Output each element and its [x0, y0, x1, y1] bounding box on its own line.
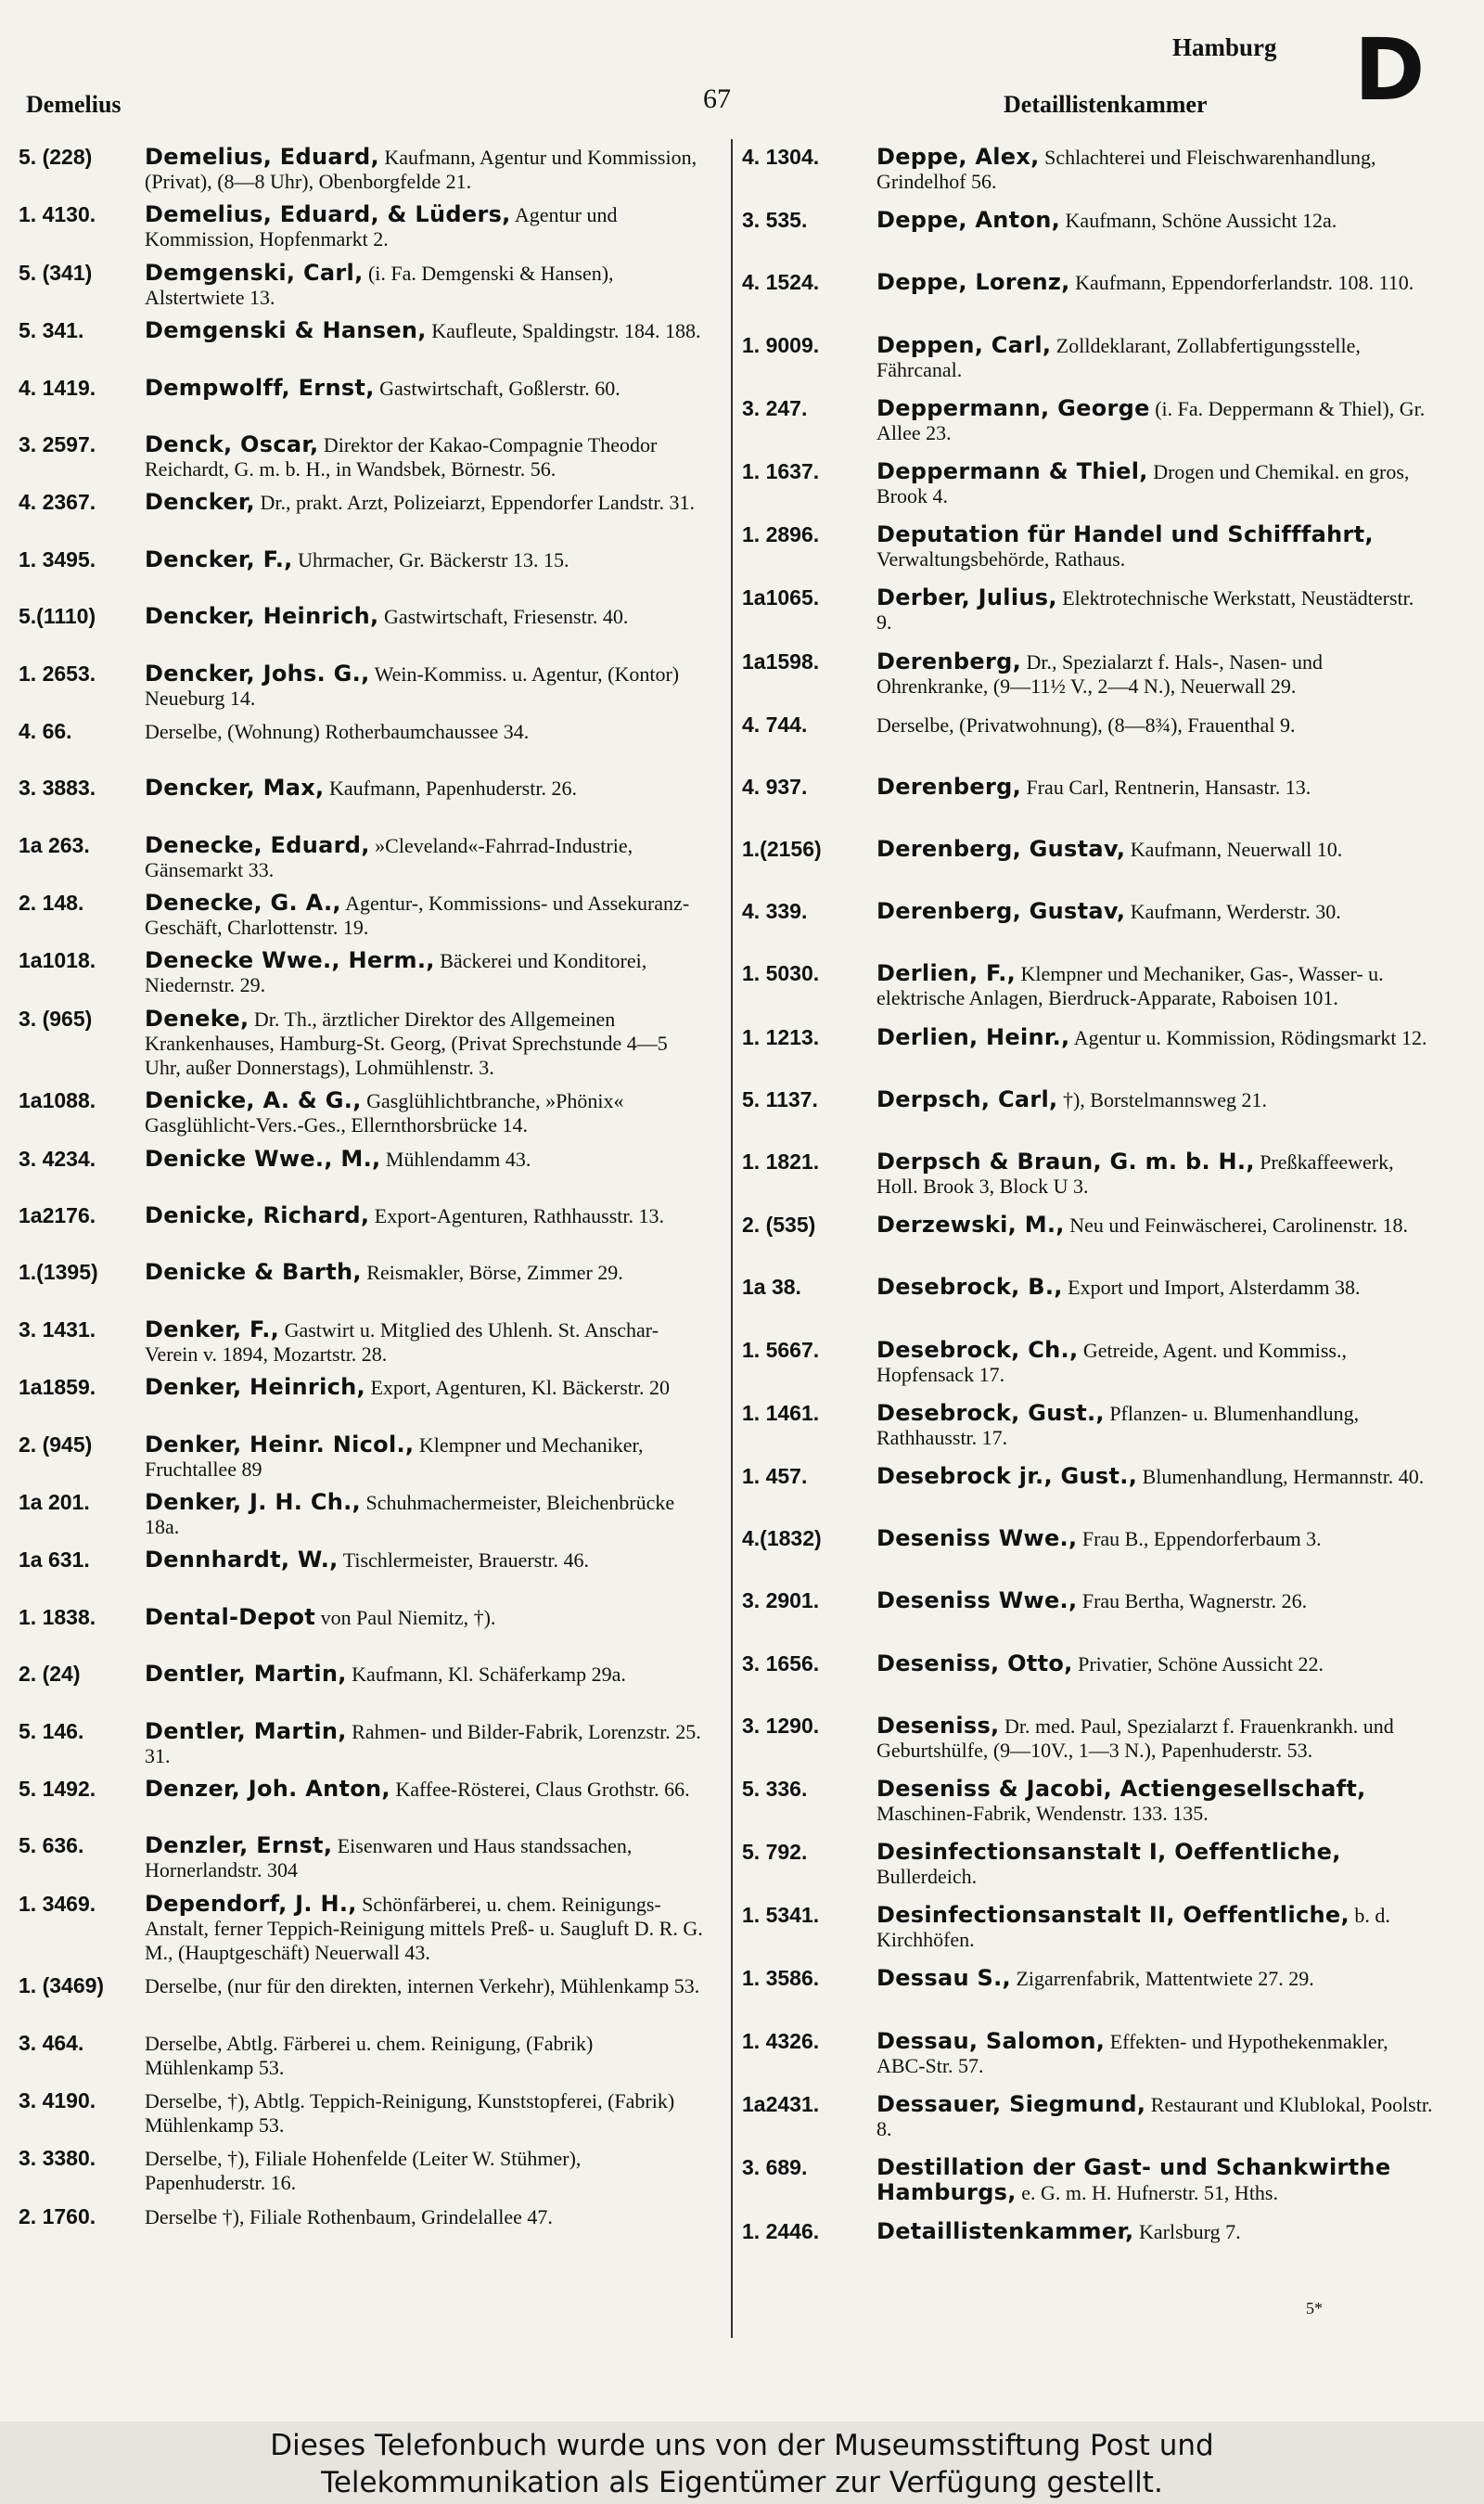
phone-number: 3. 535.: [742, 208, 808, 233]
subscriber-details: Schönfärberei, u. chem. Reinigungs-Anstalt, ferner Teppich-Reinigung mittels Preß- u. Saugluft D. R. G. M., (Hauptgeschäft) Neuerwall 43.: [145, 1892, 703, 1964]
directory-entry: [19, 145, 705, 194]
phone-number: 3. 689.: [742, 2155, 808, 2179]
directory-entry: [19, 833, 705, 882]
phone-number: 3. 1290.: [742, 1713, 820, 1738]
directory-entry: [19, 261, 705, 310]
subscriber-name: Denecke, G. A.,: [145, 890, 341, 917]
subscriber-details: Zolldeklarant, Zollabfertigungsstelle, Fährcanal.: [876, 333, 1361, 381]
directory-entry: [742, 1213, 1433, 1261]
directory-entry: [19, 1719, 705, 1768]
directory-entry: [19, 1605, 705, 1653]
subscriber-details: Bullerdeich.: [876, 1865, 978, 1889]
subscriber-details: Frau Bertha, Wagnerstr. 26.: [1081, 1589, 1308, 1613]
subscriber-name: Derenberg, Gustav,: [876, 898, 1126, 925]
subscriber-name: Dencker, Max,: [145, 775, 325, 802]
subscriber-details: Effekten- und Hypothekenmakler, ABC-Str. 57.: [876, 2029, 1388, 2077]
directory-entry: [19, 661, 705, 711]
phone-number: 3. 4234.: [19, 1146, 96, 1171]
subscriber-name: Dental-Depot: [145, 1603, 316, 1630]
phone-number: 2. (945): [19, 1432, 93, 1457]
directory-entry: [19, 1203, 705, 1252]
directory-entry: [742, 1840, 1433, 1889]
directory-entry: [742, 2219, 1433, 2267]
subscriber-details: Uhrmacher, Gr. Bäckerstr 13. 15.: [298, 547, 569, 571]
directory-entry: [742, 459, 1433, 508]
directory-entry: [19, 2031, 705, 2080]
phone-number: 3. 3380.: [19, 2146, 96, 2171]
subscriber-name: Dependorf, J. H.,: [145, 1890, 357, 1917]
footer-line-1: Dieses Telefonbuch wurde uns von der Museumsstiftung Post und: [270, 2429, 1214, 2462]
phone-number: 1. 2896.: [742, 522, 820, 547]
phone-number: 1.(2156): [742, 837, 822, 862]
directory-entry: [19, 1432, 705, 1482]
subscriber-details: Klempner und Mechaniker, Gas-, Wasser- u. elektrische Anlagen, Bierdruck-Apparate, Raboisen 101.: [876, 962, 1384, 1010]
subscriber-details: Dr., Spezialarzt f. Hals-, Nasen- und Ohrenkranke, (9—11½ V., 2—4 N.), Neuerwall 29.: [876, 649, 1324, 698]
phone-number: 4. 2367.: [19, 490, 96, 515]
phone-number: 2. (24): [19, 1662, 81, 1687]
phone-number: 1. 457.: [742, 1463, 808, 1488]
city-heading: Hamburg: [1172, 33, 1277, 61]
subscriber-name: Dentler, Martin,: [145, 1661, 347, 1688]
subscriber-details: Kaufmann, Werderstr. 30.: [1130, 900, 1341, 924]
directory-entry: [19, 376, 705, 424]
subscriber-details: Gasglühlichtbranche, »Phönix« Gasglühlicht-Vers.-Ges., Ellernthorsbrücke 14.: [145, 1089, 624, 1137]
phone-number: 4. 1419.: [19, 375, 96, 400]
subscriber-details: Preßkaffeewerk, Holl. Brook 3, Block U 3.: [876, 1150, 1394, 1198]
running-head-left: Demelius: [26, 91, 122, 118]
footer-line-2: Telekommunikation als Eigentümer zur Verfügung gestellt.: [321, 2466, 1163, 2499]
subscriber-name: Deppermann & Thiel,: [876, 457, 1148, 484]
subscriber-details: Derselbe, (nur für den direkten, internen Verkehr), Mühlenkamp 53.: [145, 1974, 700, 1998]
directory-entry: [19, 1490, 705, 1539]
directory-entry: [742, 837, 1433, 885]
subscriber-details: von Paul Niemitz, †).: [320, 1605, 496, 1629]
phone-number: 1. 4130.: [19, 202, 96, 227]
phone-number: 5. 1492.: [19, 1776, 96, 1801]
phone-number: 1. 5030.: [742, 961, 820, 986]
directory-entry: [19, 1317, 705, 1367]
subscriber-details: Karlsburg 7.: [1138, 2220, 1241, 2244]
subscriber-name: Dencker, Johs. G.,: [145, 660, 370, 687]
directory-entry: [19, 1833, 705, 1882]
directory-entry: [742, 1149, 1433, 1199]
subscriber-name: Detaillistenkammer,: [876, 2218, 1134, 2245]
subscriber-details: Derselbe, (Wohnung) Rotherbaumchaussee 34.: [145, 719, 530, 743]
subscriber-name: Denker, Heinr. Nicol.,: [145, 1431, 415, 1457]
directory-entry: [742, 1464, 1433, 1512]
subscriber-name: Denecke, Eduard,: [145, 831, 370, 858]
directory-entry: [19, 719, 705, 767]
subscriber-details: Dr. med. Paul, Spezialarzt f. Frauenkrankh. und Geburtshülfe, (9—10V., 1—3 N.), Papenhuderstr. 53.: [876, 1714, 1394, 1762]
directory-entry: [742, 1903, 1433, 1952]
subscriber-name: Dempwolff, Ernst,: [145, 374, 375, 401]
directory-entry: [742, 775, 1433, 823]
directory-entry: [742, 961, 1433, 1010]
subscriber-details: Agentur-, Kommissions- und Assekuranz-Geschäft, Charlottenstr. 19.: [145, 892, 690, 940]
phone-number: 1a1018.: [19, 948, 96, 973]
directory-entry: [742, 208, 1433, 256]
directory-entry: [742, 1087, 1433, 1136]
phone-number: 1a1598.: [742, 648, 820, 674]
subscriber-details: Wein-Kommiss. u. Agentur, (Kontor) Neueburg 14.: [145, 661, 680, 710]
subscriber-details: Drogen und Chemikal. en gros, Brook 4.: [876, 459, 1410, 507]
phone-number: 1. 1461.: [742, 1400, 820, 1425]
directory-entry: [19, 432, 705, 482]
phone-number: 1. 3495.: [19, 546, 96, 571]
directory-entry: [742, 1777, 1433, 1826]
footer-notice: [0, 2421, 1484, 2504]
subscriber-details: Reismakler, Börse, Zimmer 29.: [366, 1261, 623, 1285]
directory-entry: [742, 1588, 1433, 1637]
subscriber-name: Dessau S.,: [876, 1965, 1011, 1992]
phone-number: 4.(1832): [742, 1526, 822, 1551]
phone-number: 1. (3469): [19, 1973, 105, 1998]
phone-number: 5. (228): [19, 145, 93, 169]
subscriber-details: Getreide, Agent. und Kommiss., Hopfensack 17.: [876, 1338, 1347, 1386]
subscriber-name: Derenberg, Gustav,: [876, 836, 1126, 863]
directory-entry: [19, 891, 705, 940]
subscriber-name: Deseniss Wwe.,: [876, 1587, 1078, 1614]
subscriber-name: Deppe, Lorenz,: [876, 269, 1070, 296]
subscriber-details: Neu und Feinwäscherei, Carolinenstr. 18.: [1069, 1213, 1408, 1238]
subscriber-details: Derselbe, †), Abtlg. Teppich-Reinigung, Kunststopferei, (Fabrik) Mühlenkamp 53.: [145, 2088, 675, 2137]
phone-number: 1a2176.: [19, 1203, 96, 1228]
phone-number: 1a 201.: [19, 1489, 90, 1514]
subscriber-details: Dr. Th., ärztlicher Direktor des Allgemeinen Krankenhauses, Hamburg-St. Georg, (Privat Sprechstunde 4—5 Uhr, außer Donnerstags), Lohmühlenstr. 3.: [145, 1007, 668, 1079]
subscriber-details: Direktor der Kakao-Compagnie Theodor Reichardt, G. m. b. H., in Wandsbek, Börnestr. 56.: [145, 432, 658, 481]
subscriber-details: Kaffee-Rösterei, Claus Grothstr. 66.: [395, 1777, 690, 1801]
subscriber-name: Denzler, Ernst,: [145, 1832, 333, 1859]
subscriber-details: Kaufmann, Kl. Schäferkamp 29a.: [352, 1663, 626, 1687]
directory-entry: [742, 1714, 1433, 1763]
directory-entry: [19, 1777, 705, 1825]
directory-entry: [742, 396, 1433, 445]
phone-number: 1a 263.: [19, 832, 90, 857]
directory-entry: [742, 713, 1433, 761]
subscriber-name: Denker, Heinrich,: [145, 1374, 365, 1401]
phone-number: 3. 4190.: [19, 2087, 96, 2112]
subscriber-details: Gastwirtschaft, Friesenstr. 40.: [383, 605, 629, 629]
subscriber-name: Desebrock jr., Gust.,: [876, 1462, 1138, 1489]
directory-entry: [19, 1662, 705, 1710]
subscriber-name: Dencker, Heinrich,: [145, 603, 379, 630]
phone-number: 1a2431.: [742, 2091, 820, 2116]
phone-number: 4. 339.: [742, 899, 808, 924]
phone-number: 1a1065.: [742, 585, 820, 610]
subscriber-name: Deseniss,: [876, 1712, 1000, 1739]
phone-number: 1a 631.: [19, 1547, 90, 1573]
directory-entry: [742, 2155, 1433, 2205]
subscriber-name: Derlien, F.,: [876, 960, 1017, 987]
subscriber-details: Rahmen- und Bilder-Fabrik, Lorenzstr. 25. 31.: [145, 1719, 701, 1767]
directory-entry: [19, 202, 705, 251]
phone-number: 2. 1760.: [19, 2203, 96, 2228]
column-divider: [731, 139, 733, 2338]
subscriber-name: Denicke, Richard,: [145, 1202, 370, 1229]
subscriber-name: Deseniss, Otto,: [876, 1650, 1073, 1676]
subscriber-name: Derpsch, Carl,: [876, 1085, 1058, 1112]
subscriber-details: Kaufmann, Neuerwall 10.: [1130, 838, 1343, 862]
directory-entry: [742, 1651, 1433, 1700]
phone-number: 1. 2653.: [19, 661, 96, 686]
subscriber-name: Denicke & Barth,: [145, 1259, 362, 1286]
section-letter: D: [1354, 20, 1426, 120]
phone-number: 1. 2446.: [742, 2219, 820, 2244]
subscriber-name: Deputation für Handel und Schifffahrt,: [876, 521, 1374, 548]
subscriber-details: Tischlermeister, Brauerstr. 46.: [342, 1548, 590, 1573]
directory-entry: [19, 1088, 705, 1137]
subscriber-name: Dencker, F.,: [145, 546, 293, 572]
subscriber-name: Derpsch & Braun, G. m. b. H.,: [876, 1149, 1255, 1175]
directory-entry: [19, 2146, 705, 2195]
phone-number: 3. 1656.: [742, 1650, 820, 1676]
subscriber-details: Privatier, Schöne Aussicht 22.: [1078, 1651, 1324, 1676]
directory-entry: [742, 1401, 1433, 1450]
phone-number: 2. 148.: [19, 891, 84, 916]
subscriber-name: Deneke,: [145, 1005, 249, 1032]
right-column: [742, 145, 1433, 2281]
phone-number: 5. 792.: [742, 1840, 808, 1865]
phone-number: 4. 1524.: [742, 270, 820, 295]
phone-number: 1. 9009.: [742, 332, 820, 357]
directory-entry: [19, 1973, 705, 2022]
directory-entry: [742, 585, 1433, 635]
phone-number: 4. 1304.: [742, 145, 820, 169]
subscriber-name: Demgenski, Carl,: [145, 259, 364, 286]
directory-entry: [19, 1375, 705, 1423]
subscriber-details: Bäckerei und Konditorei, Niedernstr. 29.: [145, 949, 647, 997]
phone-number: 1. 5341.: [742, 1903, 820, 1928]
page-number: 67: [703, 83, 731, 114]
subscriber-details: Agentur u. Kommission, Rödingsmarkt 12.: [1073, 1025, 1427, 1049]
subscriber-details: »Cleveland«-Fahrrad-Industrie, Gänsemarkt 33.: [145, 833, 633, 881]
directory-entry: [742, 1338, 1433, 1387]
phone-number: 5. 1137.: [742, 1086, 818, 1111]
phone-number: 1a 38.: [742, 1275, 801, 1300]
subscriber-details: Kaufmann, Eppendorferlandstr. 108. 110.: [1075, 271, 1414, 295]
subscriber-details: Zigarrenfabrik, Mattentwiete 27. 29.: [1016, 1967, 1314, 1991]
subscriber-name: Deppe, Anton,: [876, 207, 1061, 234]
subscriber-details: Verwaltungsbehörde, Rathaus.: [876, 547, 1126, 571]
phone-number: 2. (535): [742, 1213, 816, 1238]
directory-entry: [742, 145, 1433, 194]
subscriber-name: Derber, Julius,: [876, 584, 1057, 611]
subscriber-name: Destillation der Gast- und Schankwirthe Hamburgs,: [876, 2154, 1391, 2205]
subscriber-details: Eisenwaren und Haus standssachen, Hornerlandstr. 304: [145, 1834, 633, 1882]
directory-entry: [19, 318, 705, 366]
subscriber-details: Dr., prakt. Arzt, Polizeiarzt, Eppendorfer Landstr. 31.: [260, 491, 696, 515]
directory-entry: [742, 1275, 1433, 1323]
subscriber-details: Frau Carl, Rentnerin, Hansastr. 13.: [1026, 775, 1311, 799]
subscriber-details: Schlachterei und Fleischwarenhandlung, Grindelhof 56.: [876, 146, 1376, 193]
subscriber-name: Denker, J. H. Ch.,: [145, 1488, 361, 1515]
subscriber-details: b. d. Kirchhöfen.: [876, 1904, 1390, 1952]
subscriber-name: Derenberg,: [876, 773, 1021, 800]
directory-entry: [742, 649, 1433, 699]
subscriber-name: Dessau, Salomon,: [876, 2027, 1106, 2054]
subscriber-details: Kaufleute, Spaldingstr. 184. 188.: [431, 319, 701, 343]
subscriber-details: e. G. m. H. Hufnerstr. 51, Hths.: [1021, 2181, 1278, 2204]
phone-number: 3. 3883.: [19, 776, 96, 801]
subscriber-name: Deseniss & Jacobi, Actiengesellschaft,: [876, 1775, 1366, 1802]
directory-entry: [742, 270, 1433, 318]
phone-number: 1. 1821.: [742, 1149, 820, 1174]
subscriber-details: Pflanzen- u. Blumenhandlung, Rathhausstr. 17.: [876, 1401, 1360, 1449]
phone-number: 4. 744.: [742, 712, 808, 737]
subscriber-details: Derselbe, †), Filiale Hohenfelde (Leiter W. Stühmer), Papenhuderstr. 16.: [145, 2147, 582, 2195]
left-column: [19, 145, 705, 2261]
phone-number: 3. 247.: [742, 395, 808, 420]
subscriber-details: Kaufmann, Schöne Aussicht 12a.: [1065, 209, 1337, 233]
subscriber-name: Desebrock, Gust.,: [876, 1399, 1105, 1426]
directory-entry: [19, 547, 705, 596]
phone-number: 1. 5667.: [742, 1337, 820, 1362]
subscriber-details: Agentur und Kommission, Hopfenmarkt 2.: [145, 203, 618, 251]
phone-number: 1. 4326.: [742, 2028, 820, 2053]
subscriber-details: Derselbe, Abtlg. Färberei u. chem. Reinigung, (Fabrik) Mühlenkamp 53.: [145, 2031, 594, 2079]
phone-number: 3. (965): [19, 1006, 93, 1031]
subscriber-details: Schuhmachermeister, Bleichenbrücke 18a.: [145, 1490, 675, 1538]
subscriber-details: Gastwirt u. Mitglied des Uhlenh. St. Anschar-Verein v. 1894, Mozartstr. 28.: [145, 1317, 659, 1366]
subscriber-details: Export und Import, Alsterdamm 38.: [1068, 1276, 1361, 1300]
subscriber-details: Export, Agenturen, Kl. Bäckerstr. 20: [370, 1376, 671, 1400]
phone-number: 4. 66.: [19, 718, 72, 743]
subscriber-details: Frau B., Eppendorferbaum 3.: [1081, 1527, 1322, 1551]
subscriber-name: Demelius, Eduard, & Lüders,: [145, 201, 511, 228]
subscriber-details: Kaufmann, Agentur und Kommission, (Privat), (8—8 Uhr), Obenborgfelde 21.: [145, 146, 697, 193]
subscriber-details: Restaurant und Klublokal, Poolstr. 8.: [876, 2092, 1433, 2140]
subscriber-name: Dennhardt, W.,: [145, 1547, 339, 1573]
subscriber-details: †), Borstelmannsweg 21.: [1062, 1087, 1267, 1111]
subscriber-details: (i. Fa. Deppermann & Thiel), Gr. Allee 23.: [876, 396, 1426, 444]
phone-number: 1. 3586.: [742, 1966, 820, 1991]
subscriber-name: Desinfectionsanstalt II, Oeffentliche,: [876, 1902, 1350, 1929]
directory-entry: [742, 1526, 1433, 1574]
page-footnote: 5*: [1306, 2299, 1323, 2318]
subscriber-name: Dessauer, Siegmund,: [876, 2090, 1146, 2117]
phone-number: 3. 2901.: [742, 1588, 820, 1613]
directory-entry: [19, 490, 705, 538]
directory-entry: [742, 899, 1433, 947]
phone-number: 3. 2597.: [19, 431, 96, 456]
subscriber-details: Elektrotechnische Werkstatt, Neustädterstr. 9.: [876, 586, 1414, 635]
subscriber-details: Export-Agenturen, Rathhausstr. 13.: [374, 1204, 664, 1228]
subscriber-details: Kaufmann, Papenhuderstr. 26.: [328, 777, 577, 801]
subscriber-details: Gastwirtschaft, Goßlerstr. 60.: [379, 376, 620, 400]
subscriber-name: Deppermann, George: [876, 394, 1150, 421]
phone-number: 1. 3469.: [19, 1891, 96, 1916]
subscriber-details: Mühlendamm 43.: [385, 1147, 531, 1171]
phone-number: 3. 464.: [19, 2030, 84, 2055]
subscriber-name: Dencker,: [145, 489, 255, 516]
subscriber-name: Denecke Wwe., Herm.,: [145, 947, 435, 974]
phone-number: 5. (341): [19, 260, 93, 285]
phone-number: 3. 1431.: [19, 1316, 96, 1342]
directory-entry: [19, 1260, 705, 1308]
directory-entry: [19, 1147, 705, 1195]
running-head-right: Detaillistenkammer: [1004, 91, 1208, 118]
subscriber-name: Deppen, Carl,: [876, 331, 1052, 358]
subscriber-name: Denicke, A. & G.,: [145, 1087, 362, 1114]
phone-number: 5. 341.: [19, 318, 84, 343]
directory-entry: [19, 2204, 705, 2253]
phone-number: 5. 336.: [742, 1776, 808, 1801]
directory-entry: [742, 333, 1433, 382]
phone-number: 5. 146.: [19, 1718, 84, 1743]
subscriber-name: Dentler, Martin,: [145, 1717, 347, 1744]
phone-number: 5. 636.: [19, 1833, 84, 1858]
directory-entry: [19, 776, 705, 824]
directory-entry: [19, 1007, 705, 1080]
phone-number: 5.(1110): [19, 604, 96, 629]
subscriber-details: Derselbe, (Privatwohnung), (8—8¾), Frauenthal 9.: [876, 713, 1296, 737]
subscriber-details: (i. Fa. Demgenski & Hansen), Alstertwiete 13.: [145, 261, 614, 309]
subscriber-name: Demelius, Eduard,: [145, 144, 379, 170]
subscriber-name: Deppe, Alex,: [876, 144, 1040, 170]
subscriber-name: Demgenski & Hansen,: [145, 317, 427, 344]
directory-entry: [742, 1025, 1433, 1073]
phone-number: 4. 937.: [742, 774, 808, 799]
phone-number: 1. 1838.: [19, 1604, 96, 1629]
subscriber-name: Desebrock, Ch.,: [876, 1336, 1079, 1363]
subscriber-details: Derselbe †), Filiale Rothenbaum, Grindelallee 47.: [145, 2204, 553, 2228]
directory-entry: [19, 1547, 705, 1596]
phone-number: 1.(1395): [19, 1260, 98, 1285]
directory-entry: [742, 2029, 1433, 2078]
directory-entry: [19, 948, 705, 997]
phone-number: 1a1859.: [19, 1375, 96, 1400]
subscriber-details: Blumenhandlung, Hermannstr. 40.: [1142, 1464, 1425, 1488]
subscriber-name: Denicke Wwe., M.,: [145, 1145, 381, 1172]
subscriber-name: Derzewski, M.,: [876, 1212, 1065, 1239]
directory-entry: [19, 2088, 705, 2138]
subscriber-details: Klempner und Mechaniker, Fruchtallee 89: [145, 1432, 644, 1481]
directory-entry: [742, 522, 1433, 571]
subscriber-details: Maschinen-Fabrik, Wendenstr. 133. 135.: [876, 1801, 1209, 1825]
phone-number: 1. 1637.: [742, 458, 820, 483]
subscriber-name: Desinfectionsanstalt I, Oeffentliche,: [876, 1839, 1341, 1866]
phone-number: 1a1088.: [19, 1088, 96, 1113]
directory-entry: [19, 604, 705, 652]
subscriber-name: Derenberg,: [876, 648, 1021, 674]
subscriber-name: Denzer, Joh. Anton,: [145, 1775, 390, 1802]
subscriber-name: Denker, F.,: [145, 1316, 280, 1342]
directory-entry: [742, 2092, 1433, 2141]
subscriber-name: Derlien, Heinr.,: [876, 1023, 1070, 1050]
subscriber-name: Denck, Oscar,: [145, 430, 319, 457]
subscriber-name: Desebrock, B.,: [876, 1274, 1063, 1301]
directory-entry: [19, 1892, 705, 1965]
directory-entry: [742, 1966, 1433, 2014]
subscriber-name: Deseniss Wwe.,: [876, 1525, 1078, 1552]
phone-number: 1. 1213.: [742, 1024, 820, 1049]
